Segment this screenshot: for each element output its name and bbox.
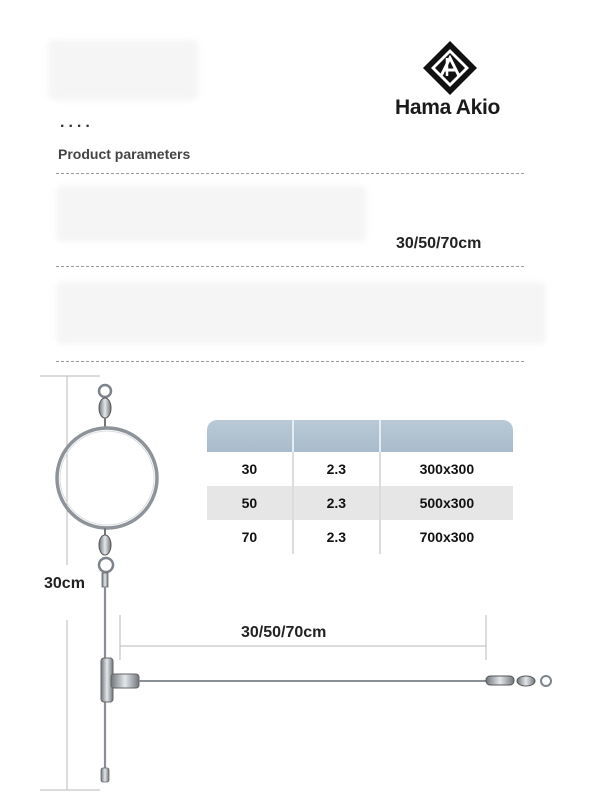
divider (56, 266, 524, 267)
end-snap-swivel-icon (486, 676, 551, 686)
lower-swivel-icon (99, 528, 113, 587)
blurred-area (48, 40, 198, 100)
ring-icon (57, 428, 157, 528)
length-value: 30/50/70cm (396, 235, 482, 252)
blurred-area (56, 186, 366, 242)
table-cell: 300x300 (419, 461, 475, 477)
table-cell: 70 (207, 520, 294, 554)
section-title: Product parameters (58, 146, 191, 162)
brand-logo-icon (422, 40, 478, 96)
table-cell: 700x300 (419, 529, 475, 545)
table-cell: 50 (207, 486, 294, 520)
decorative-dots: .... (60, 114, 94, 131)
width-label: 30/50/70cm (241, 624, 327, 641)
product-diagram (0, 370, 600, 800)
brand-name: Hama Akio (395, 96, 501, 119)
top-swivel-icon (99, 385, 111, 428)
table-cell: 2.3 (294, 486, 381, 520)
table-cell: 2.3 (294, 452, 381, 486)
bottom-crimp-icon (101, 768, 109, 782)
height-label: 30cm (44, 575, 85, 592)
table-cell: 30 (207, 452, 294, 486)
blurred-area (56, 282, 546, 344)
t-joint-icon (101, 658, 139, 702)
divider (56, 173, 524, 174)
divider (56, 361, 524, 362)
table-cell: 2.3 (294, 520, 381, 554)
table-cell: 500x300 (419, 495, 475, 511)
